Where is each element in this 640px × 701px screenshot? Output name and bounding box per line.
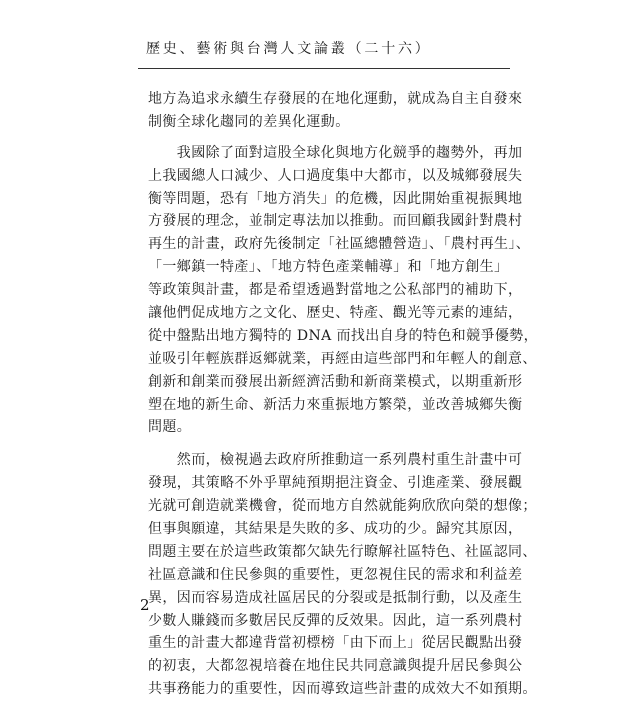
text-line: 社區意識和住民參與的重要性，更忽視住民的需求和利益差 (148, 566, 523, 583)
text-line: 並吸引年輕族群返鄉就業，再經由這些部門和年輕人的創意、 (148, 350, 537, 367)
text-line: 問題主要在於這些政策都欠缺先行瞭解社區特色、社區認同、 (148, 543, 537, 560)
paragraph (148, 88, 523, 134)
text-line: 異，因而容易造成社區居民的分裂或是抵制行動，以及產生 (148, 589, 523, 606)
text-line: 塑在地的新生命、新活力來重振地方繁榮，並改善城鄉失衡 (148, 396, 523, 413)
text-line: 地方為追求永續生存發展的在地化運動，就成為自主自發來 (148, 91, 523, 107)
text-line: 制衡全球化趨同的差異化運動。 (148, 113, 350, 130)
text-line: 重生的計畫大都違背當初標榜「由下而上」從居民觀點出發 (148, 635, 523, 652)
text-line: 我國除了面對這股全球化與地方化競爭的趨勢外，再加 (148, 144, 523, 161)
text-line: 再生的計畫，政府先後制定「社區總體營造」、「農村再生」、 (148, 236, 531, 253)
text-line: 的初衷，大都忽視培養在地住民共同意識與提升居民參與公 (148, 658, 523, 675)
text-line: 但事與願違，其結果是失敗的多、成功的少。歸究其原因， (148, 521, 523, 538)
page-number: 2 (140, 596, 150, 614)
text-line: 等政策與計畫，都是希望透過對當地之公私部門的補助下， (148, 282, 523, 299)
text-line: 發現，其策略不外乎單純預期挹注資金、引進產業、發展觀 (148, 475, 523, 492)
text-line: 從中盤點出地方獨特的 DNA 而找出自身的特色和競爭優勢， (148, 327, 539, 344)
text-line: 光就可創造就業機會，從而地方自然就能夠欣欣向榮的想像； (148, 498, 537, 515)
text-line: 少數人賺錢而多數居民反彈的反效果。因此，這一系列農村 (148, 612, 523, 629)
body-text (148, 88, 539, 701)
running-head: 歷史、藝術與台灣人文論叢（二十六） (146, 41, 432, 57)
text-line: 方發展的理念，並制定專法加以推動。而回顧我國針對農村 (148, 213, 523, 230)
paragraph (148, 449, 537, 701)
text-line: 問題。 (148, 419, 192, 436)
header-rule (138, 68, 510, 69)
paragraph (148, 142, 539, 440)
text-line: 「一鄉鎮一特產」、「地方特色產業輔導」和「地方創生」 (148, 259, 509, 276)
text-line: 然而，檢視過去政府所推動這一系列農村重生計畫中可 (148, 452, 523, 469)
text-line: 上我國總人口減少、人口過度集中大都市，以及城鄉發展失 (148, 167, 523, 184)
text-line: 衡等問題，恐有「地方消失」的危機，因此開始重視振興地 (148, 190, 523, 207)
text-line: 共事務能力的重要性，因而導致這些計畫的成效大不如預期。 (148, 681, 537, 698)
text-line: 讓他們促成地方之文化、歷史、特產、觀光等元素的連結， (148, 305, 523, 322)
text-line: 創新和創業而發展出新經濟活動和新商業模式，以期重新形 (148, 373, 523, 390)
